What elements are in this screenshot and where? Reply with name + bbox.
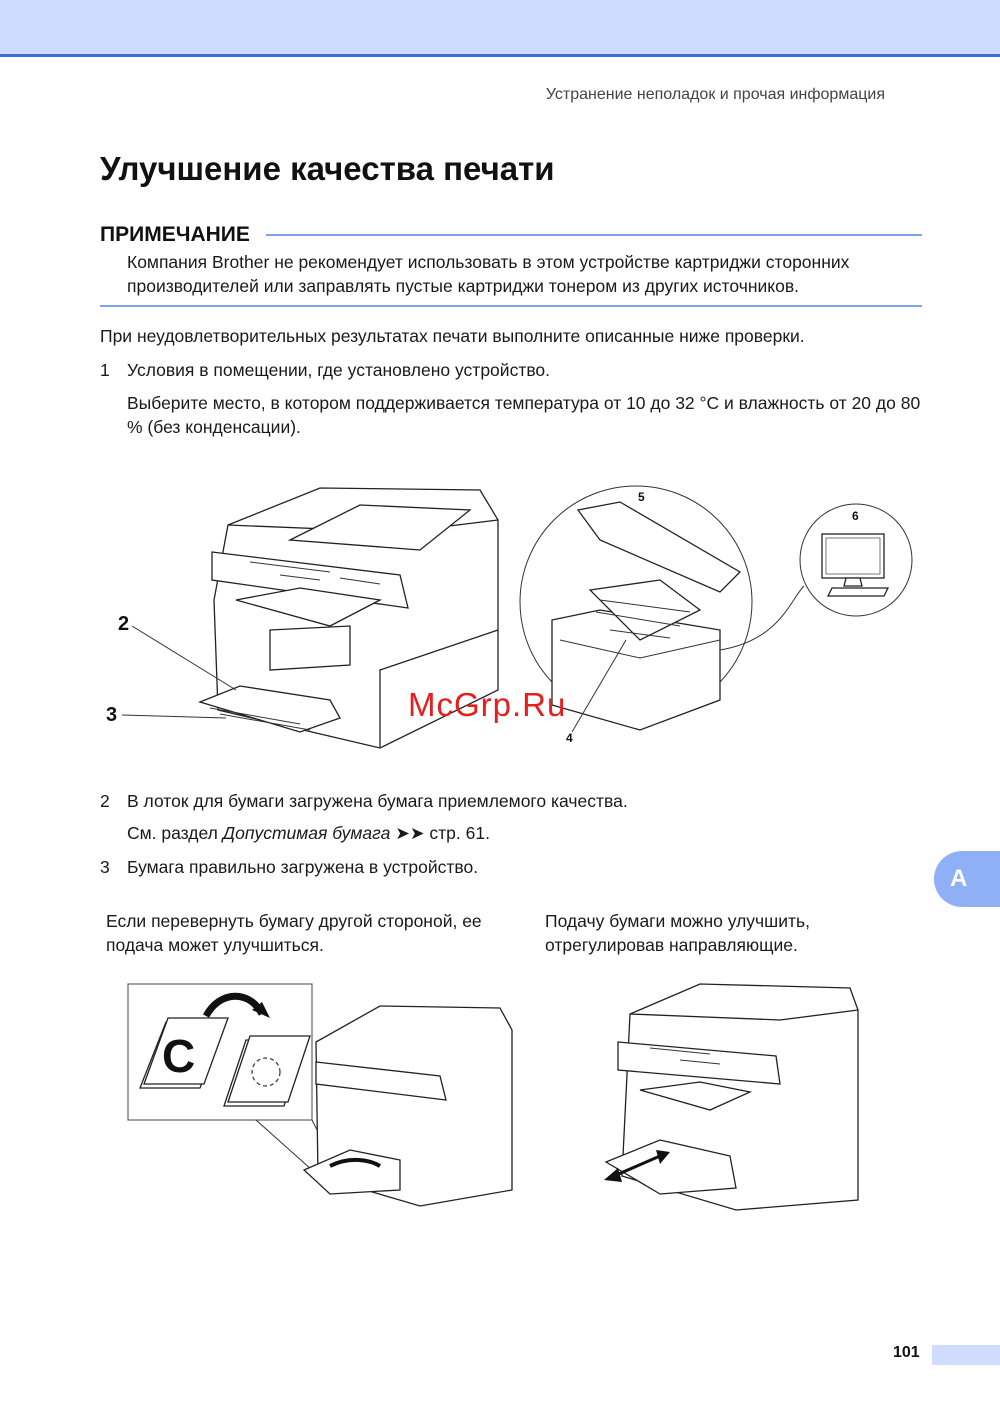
note-header — [100, 222, 922, 248]
step-2-ref-link[interactable]: Допустимая бумага — [222, 823, 391, 843]
page-title: Улучшение качества печати — [100, 150, 555, 187]
step-1-detail: Выберите место, в котором поддерживается температура от 10 до 32 °C и влажность от 20 до 80 % (без конденсации). — [127, 393, 921, 437]
step-1-text: Условия в помещении, где установлено устройство. — [127, 360, 551, 380]
double-arrow-icon: ➤➤ — [395, 823, 425, 843]
callout-6: 6 — [852, 509, 859, 523]
caption-left: Если перевернуть бумагу другой стороной, ее подача может улучшиться. — [106, 911, 482, 955]
step-1-number: 1 — [100, 360, 110, 380]
paper-letter: C — [162, 1030, 196, 1082]
printer-small-right — [606, 984, 858, 1210]
step-2-ref-prefix: См. раздел — [127, 823, 218, 843]
step-2-text: В лоток для бумаги загружена бумага приемлемого качества. — [127, 791, 628, 811]
callout-5: 5 — [638, 490, 645, 504]
watermark: McGrp.Ru — [408, 686, 567, 723]
caption-right: Подачу бумаги можно улучшить, отрегулировав направляющие. — [545, 911, 810, 955]
step-2-reference — [127, 821, 927, 845]
callout-3: 3 — [106, 704, 118, 726]
step-3-number: 3 — [100, 857, 110, 877]
figure-flip-paper — [0, 980, 530, 1210]
note-bottom-divider — [100, 305, 922, 307]
top-header-bar — [0, 0, 1000, 57]
page-number: 101 — [893, 1344, 920, 1361]
callout-4: 4 — [566, 731, 573, 745]
note-text: Компания Brother не рекомендует использовать в этом устройстве картриджи сторонних производителей или заправлять пустые картриджи тонером из других источников. — [127, 252, 850, 296]
chapter-tab[interactable]: A — [934, 851, 1000, 907]
note-label: ПРИМЕЧАНИЕ — [100, 223, 250, 246]
callout-3-leader — [122, 715, 226, 718]
step-2-number: 2 — [100, 791, 110, 811]
figure-adjust-guides — [560, 980, 880, 1210]
printer-small-left — [304, 1006, 512, 1206]
running-header: Устранение неполадок и прочая информация — [545, 86, 885, 103]
intro-paragraph: При неудовлетворительных результатах печати выполните описанные ниже проверки. — [100, 326, 805, 346]
callout-2: 2 — [118, 613, 130, 635]
step-3-text: Бумага правильно загружена в устройство. — [127, 857, 479, 877]
step-2-ref-suffix: стр. 61. — [429, 823, 490, 843]
note-divider — [266, 234, 922, 236]
page-number-bar — [932, 1345, 1000, 1365]
